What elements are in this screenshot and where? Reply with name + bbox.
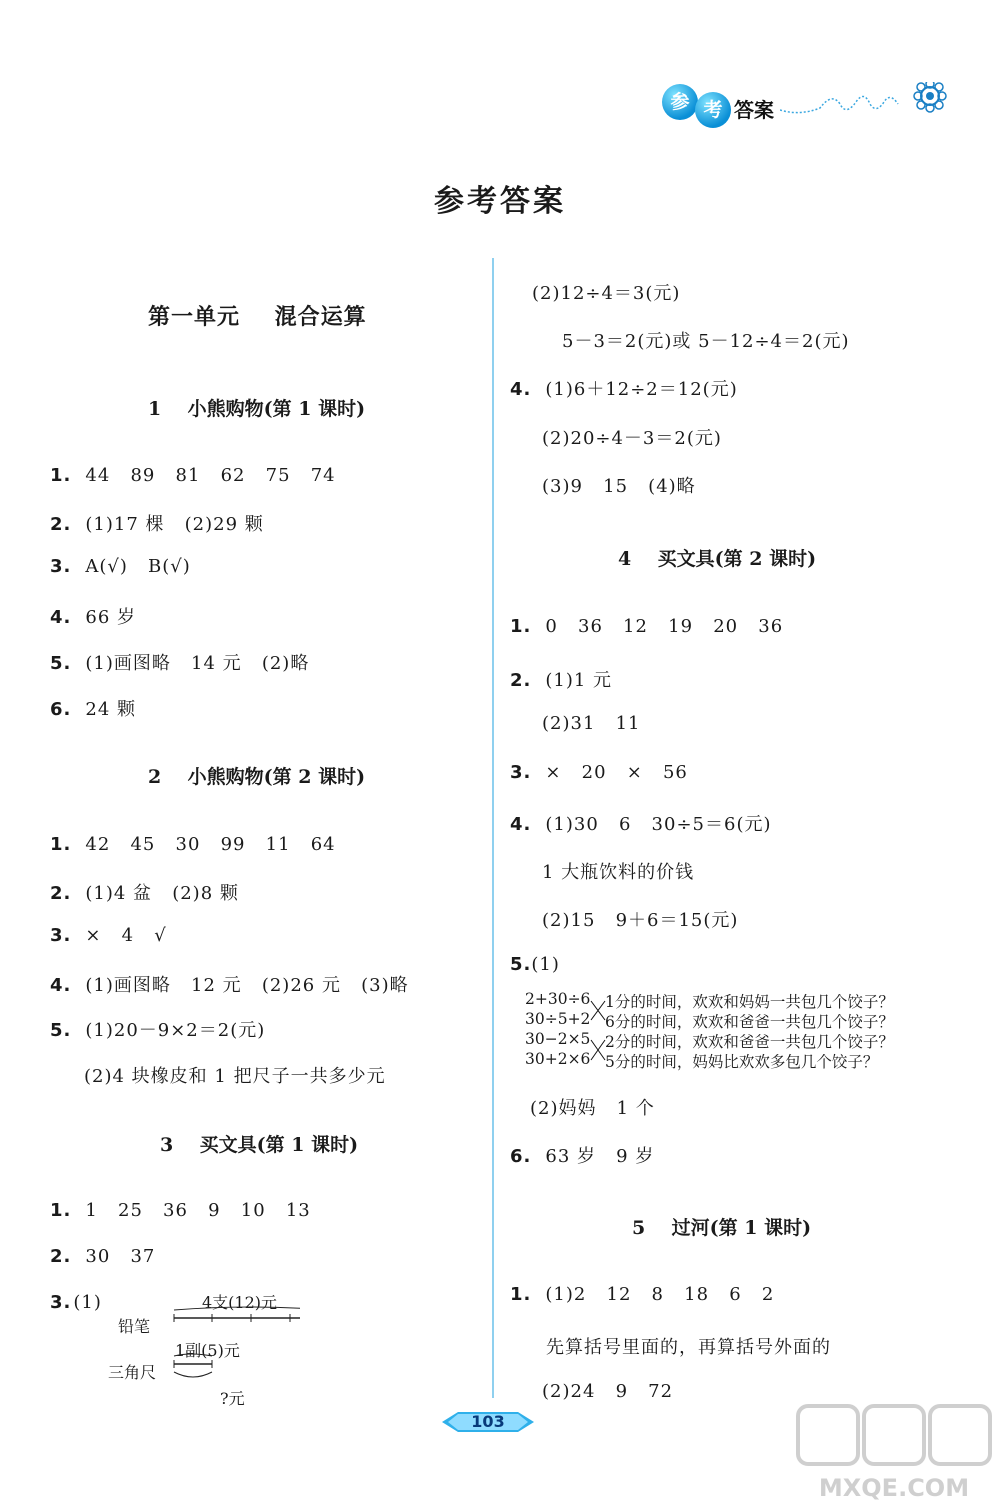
answer-line: 1. 42 45 30 99 11 64 (50, 834, 336, 855)
answer-line: 先算括号里面的，再算括号外面的 (546, 1337, 831, 1358)
answer-line: 3. A(√) B(√) (50, 556, 191, 577)
watermark-text: MXQE.COM (818, 1474, 970, 1502)
match-question: 1分的时间，欢欢和妈妈一共包几个饺子？ (605, 993, 894, 1011)
answer-line: 2. (1)17 棵 (2)29 颗 (50, 514, 264, 535)
segment-lines (100, 1290, 300, 1410)
badge-text: 答案 (734, 98, 774, 122)
answer-line: 2. 30 37 (50, 1246, 156, 1267)
match-question: 6分的时间，欢欢和爸爸一共包几个饺子？ (605, 1013, 894, 1031)
segment-diagram (100, 1290, 300, 1410)
diagram-row-label-ruler: 三角尺 (108, 1363, 157, 1382)
answer-line: 6. 63 岁 9 岁 (510, 1146, 655, 1167)
section-heading-3: 3 买文具(第 1 课时) (160, 1134, 359, 1156)
answer-line: 1. 0 36 12 19 20 36 (510, 616, 784, 637)
answer-line: 5.(1) (510, 954, 560, 975)
section-heading-1: 1 小熊购物(第 1 课时) (148, 398, 366, 420)
diagram-mid-label: 1副(5)元 (175, 1341, 240, 1360)
answer-line: 6. 24 颗 (50, 699, 137, 720)
answer-line: (2)15 9＋6＝15(元) (542, 910, 739, 931)
match-expression: 30÷5+2 (525, 1010, 591, 1028)
header-badge (662, 82, 962, 132)
match-question: 5分的时间，妈妈比欢欢多包几个饺子？ (605, 1053, 879, 1071)
answer-line: (3)9 15 (4)略 (542, 476, 696, 497)
answer-line: 1. (1)2 12 8 18 6 2 (510, 1284, 775, 1305)
page-number-text: 103 (471, 1412, 505, 1431)
section-heading-5: 5 过河(第 1 课时) (632, 1217, 812, 1239)
match-question: 2分的时间，欢欢和爸爸一共包几个饺子？ (605, 1033, 894, 1051)
answer-line: 4. (1)30 6 30÷5＝6(元) (510, 814, 772, 835)
answer-line: 1. 44 89 81 62 75 74 (50, 465, 336, 486)
badge-bubble-1: 参 (662, 84, 698, 120)
answer-line: 5. (1)画图略 14 元 (2)略 (50, 653, 310, 674)
match-expression: 2+30÷6 (525, 990, 591, 1008)
answer-line: (2)12÷4＝3(元) (532, 283, 681, 304)
answer-line: 5－3＝2(元)或 5－12÷4＝2(元) (562, 331, 850, 352)
answer-line: 4. 66 岁 (50, 607, 137, 628)
match-lines (589, 990, 607, 1070)
answer-line: (2)妈妈 1 个 (530, 1098, 655, 1119)
column-divider (492, 258, 494, 1398)
answer-line: 4. (1)6＋12÷2＝12(元) (510, 379, 738, 400)
answer-line: 1. 1 25 36 9 10 13 (50, 1200, 311, 1221)
diagram-row-label-pencil: 铅笔 (118, 1317, 151, 1336)
answer-line: 2. (1)1 元 (510, 670, 613, 691)
answer-line: 5. (1)20－9×2＝2(元) (50, 1020, 266, 1041)
answer-line: 1 大瓶饮料的价钱 (542, 862, 695, 883)
answer-line: 2. (1)4 盆 (2)8 颗 (50, 883, 239, 904)
answer-line: 3. × 4 √ (50, 925, 167, 946)
flower-swirl-icon (780, 82, 960, 122)
answer-line: (2)4 块橡皮和 1 把尺子一共多少元 (84, 1066, 386, 1087)
matching-exercise (525, 990, 965, 1070)
unit-title: 第一单元 混合运算 (148, 304, 367, 330)
section-heading-4: 4 买文具(第 2 课时) (618, 548, 817, 570)
watermark (796, 1396, 996, 1504)
section-heading-2: 2 小熊购物(第 2 课时) (148, 766, 366, 788)
answer-line: 4. (1)画图略 12 元 (2)26 元 (3)略 (50, 975, 409, 996)
answer-line: 3. × 20 × 56 (510, 762, 688, 783)
badge-bubble-2: 考 (695, 92, 731, 128)
answer-line: (2)20÷4－3＝2(元) (542, 428, 722, 449)
page-title: 参考答案 (434, 184, 566, 219)
diagram-question: ?元 (220, 1389, 245, 1408)
watermark-logo (796, 1396, 996, 1504)
diagram-top-label: 4支(12)元 (202, 1293, 278, 1312)
match-expression: 30+2×6 (525, 1050, 591, 1068)
page-number (440, 1408, 536, 1436)
answer-line: (2)24 9 72 (542, 1381, 674, 1402)
match-expression: 30−2×5 (525, 1030, 591, 1048)
answer-line: (2)31 11 (542, 713, 641, 734)
answer-line: 3. (1) (50, 1292, 102, 1313)
